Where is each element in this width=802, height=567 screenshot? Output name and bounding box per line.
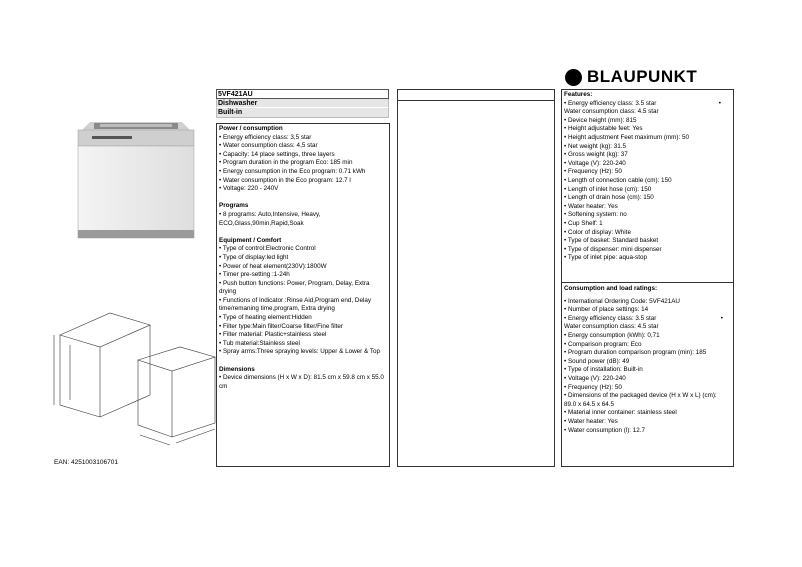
spec-box-middle xyxy=(397,89,555,467)
section-programs xyxy=(219,202,387,228)
divider xyxy=(562,282,733,283)
list-item: • Material inner container: stainless steel xyxy=(564,409,677,417)
list-item: ECO,Glass,90min,Rapid,Soak xyxy=(219,219,304,227)
list-item: • Type of basket: Standard basket xyxy=(564,237,659,245)
list-item: • Push button functions: Power, Program, Delay, Extra xyxy=(219,279,370,287)
list-item: • Dimensions of the packaged device (H x W x L) (cm): xyxy=(564,392,717,400)
list-item: • Gross weight (kg): 37 xyxy=(564,151,628,159)
list-item: • Voltage (V): 220-240 xyxy=(564,159,626,167)
model-number: 5VF421AU xyxy=(216,89,389,99)
list-item: • Cup Shelf: 1 xyxy=(564,219,603,227)
list-item: • Water consumption in the Eco program: 12.7 l xyxy=(219,176,351,184)
list-item: • Voltage (V): 220-240 xyxy=(564,374,626,382)
spec-box-left xyxy=(216,123,390,467)
features-title: Features: xyxy=(564,91,593,98)
spec-box-right xyxy=(561,89,734,467)
list-item: • Water consumption class: 4,5 star xyxy=(219,142,318,150)
list-item: Water consumption class: 4.5 star xyxy=(564,108,659,116)
list-item: • Length of connection cable (cm): 150 xyxy=(564,176,672,184)
list-item: • International Ordering Code: 5VF421AU xyxy=(564,297,680,305)
section-power xyxy=(219,125,387,194)
list-item: • Type of heating element:Hidden xyxy=(219,314,312,322)
ratings-title: Consumption and load ratings: xyxy=(564,285,658,292)
ean-code: EAN: 4251003106701 xyxy=(54,459,118,466)
list-item: • Height adjustable feet: Yes xyxy=(564,125,643,133)
list-item: time/remaning time,program, Extra drying xyxy=(219,305,335,313)
brand-logo xyxy=(565,66,715,88)
list-item: • Comparison program: Eco xyxy=(564,340,642,348)
list-item: • Color of display: White xyxy=(564,228,631,236)
list-item: • Frequency (Hz): 50 xyxy=(564,168,622,176)
list-item: • Water heater: Yes xyxy=(564,417,618,425)
logo-dot-icon xyxy=(565,69,582,86)
list-item: • Type of installation: Built-in xyxy=(564,366,643,374)
list-item: • Net weight (kg): 31.5 xyxy=(564,142,627,150)
list-item: • Energy consumption in the Eco program: 0.71 kWh xyxy=(219,167,366,175)
list-item: • Frequency (Hz): 50 xyxy=(564,383,622,391)
list-item xyxy=(564,100,731,109)
product-header xyxy=(216,89,389,118)
list-item: Water consumption class: 4.5 star xyxy=(564,323,659,331)
list-item: • Type of control:Electronic Control xyxy=(219,245,316,253)
list-item: • Device height (mm): 815 xyxy=(564,116,637,124)
list-item: • Sound power (dB): 49 xyxy=(564,357,630,365)
dimension-diagram xyxy=(50,305,225,450)
list-item: • 8 programs: Auto,Intensive, Heavy, xyxy=(219,210,321,218)
section-title: Programs xyxy=(219,202,249,210)
list-item: • Functions of Indicator :Rinse Aid,Program end, Delay xyxy=(219,296,372,304)
section-title: Power / consumption xyxy=(219,125,283,132)
list-item-text: • Energy efficiency class: 3.5 star xyxy=(564,99,657,107)
list-item xyxy=(564,315,731,324)
list-item: 89.0 x 64.5 x 64.5 xyxy=(564,400,615,408)
list-item: • Water heater: Yes xyxy=(564,202,618,210)
list-item: • Type of display:led light xyxy=(219,253,289,261)
list-item: • Spray arms:Three spraying levels: Upper & Lower & Top xyxy=(219,348,380,356)
divider xyxy=(398,100,554,101)
ratings-section xyxy=(564,285,731,435)
brand-name: BLAUPUNKT xyxy=(587,67,698,86)
list-item: • Length of inlet hose (cm): 150 xyxy=(564,185,652,193)
list-item: • Program duration comparison program (min): 185 xyxy=(564,349,707,357)
list-item: • Type of dispenser: mini dispenser xyxy=(564,245,662,253)
list-item: • Program duration in the program Eco: 185 min xyxy=(219,159,353,167)
bullet-mark: • xyxy=(720,314,723,322)
list-item: • Softening system: no xyxy=(564,211,627,219)
list-item: • Number of place settings: 14 xyxy=(564,306,649,314)
section-title: Dimensions xyxy=(219,365,255,373)
list-item: • Height adjustment Feet maximum (mm): 50 xyxy=(564,133,690,141)
list-item: • Type of inlet pipe: aqua-stop xyxy=(564,254,647,262)
list-item: • Energy consumption (kWh): 0,71 xyxy=(564,331,660,339)
list-item: • Energy efficiency class: 3,5 star xyxy=(219,133,312,141)
section-dimensions xyxy=(219,366,387,392)
list-item: • Tub material:Stainless steel xyxy=(219,339,300,347)
list-item: • Length of drain hose (cm): 150 xyxy=(564,194,654,202)
product-category: Dishwasher xyxy=(216,99,389,109)
bullet-mark: • xyxy=(718,99,721,107)
list-item: • Filter type:Main filter/Coarse filter/Fine filter xyxy=(219,322,343,330)
section-title: Equipment / Comfort xyxy=(219,236,282,244)
list-item: • Capacity: 14 place settings, three layers xyxy=(219,150,335,158)
list-item: cm xyxy=(219,382,228,390)
list-item: drying xyxy=(219,288,237,296)
list-item: • Water consumption (l): 12.7 xyxy=(564,426,646,434)
list-item: • Device dimensions (H x W x D): 81.5 cm x 59.8 cm x 55.0 xyxy=(219,374,384,382)
list-item: • Timer pre-setting :1-24h xyxy=(219,271,290,279)
product-type: Built-in xyxy=(216,108,389,118)
section-equipment xyxy=(219,237,387,357)
list-item: • Filter material: Plastic+stainless steel xyxy=(219,331,327,339)
dishwasher-product-image xyxy=(72,118,198,242)
list-item: • Power of heat element(230V):1800W xyxy=(219,262,327,270)
list-item-text: • Energy efficiency class: 3.5 star xyxy=(564,314,657,322)
list-item: • Voltage: 220 - 240V xyxy=(219,185,279,193)
